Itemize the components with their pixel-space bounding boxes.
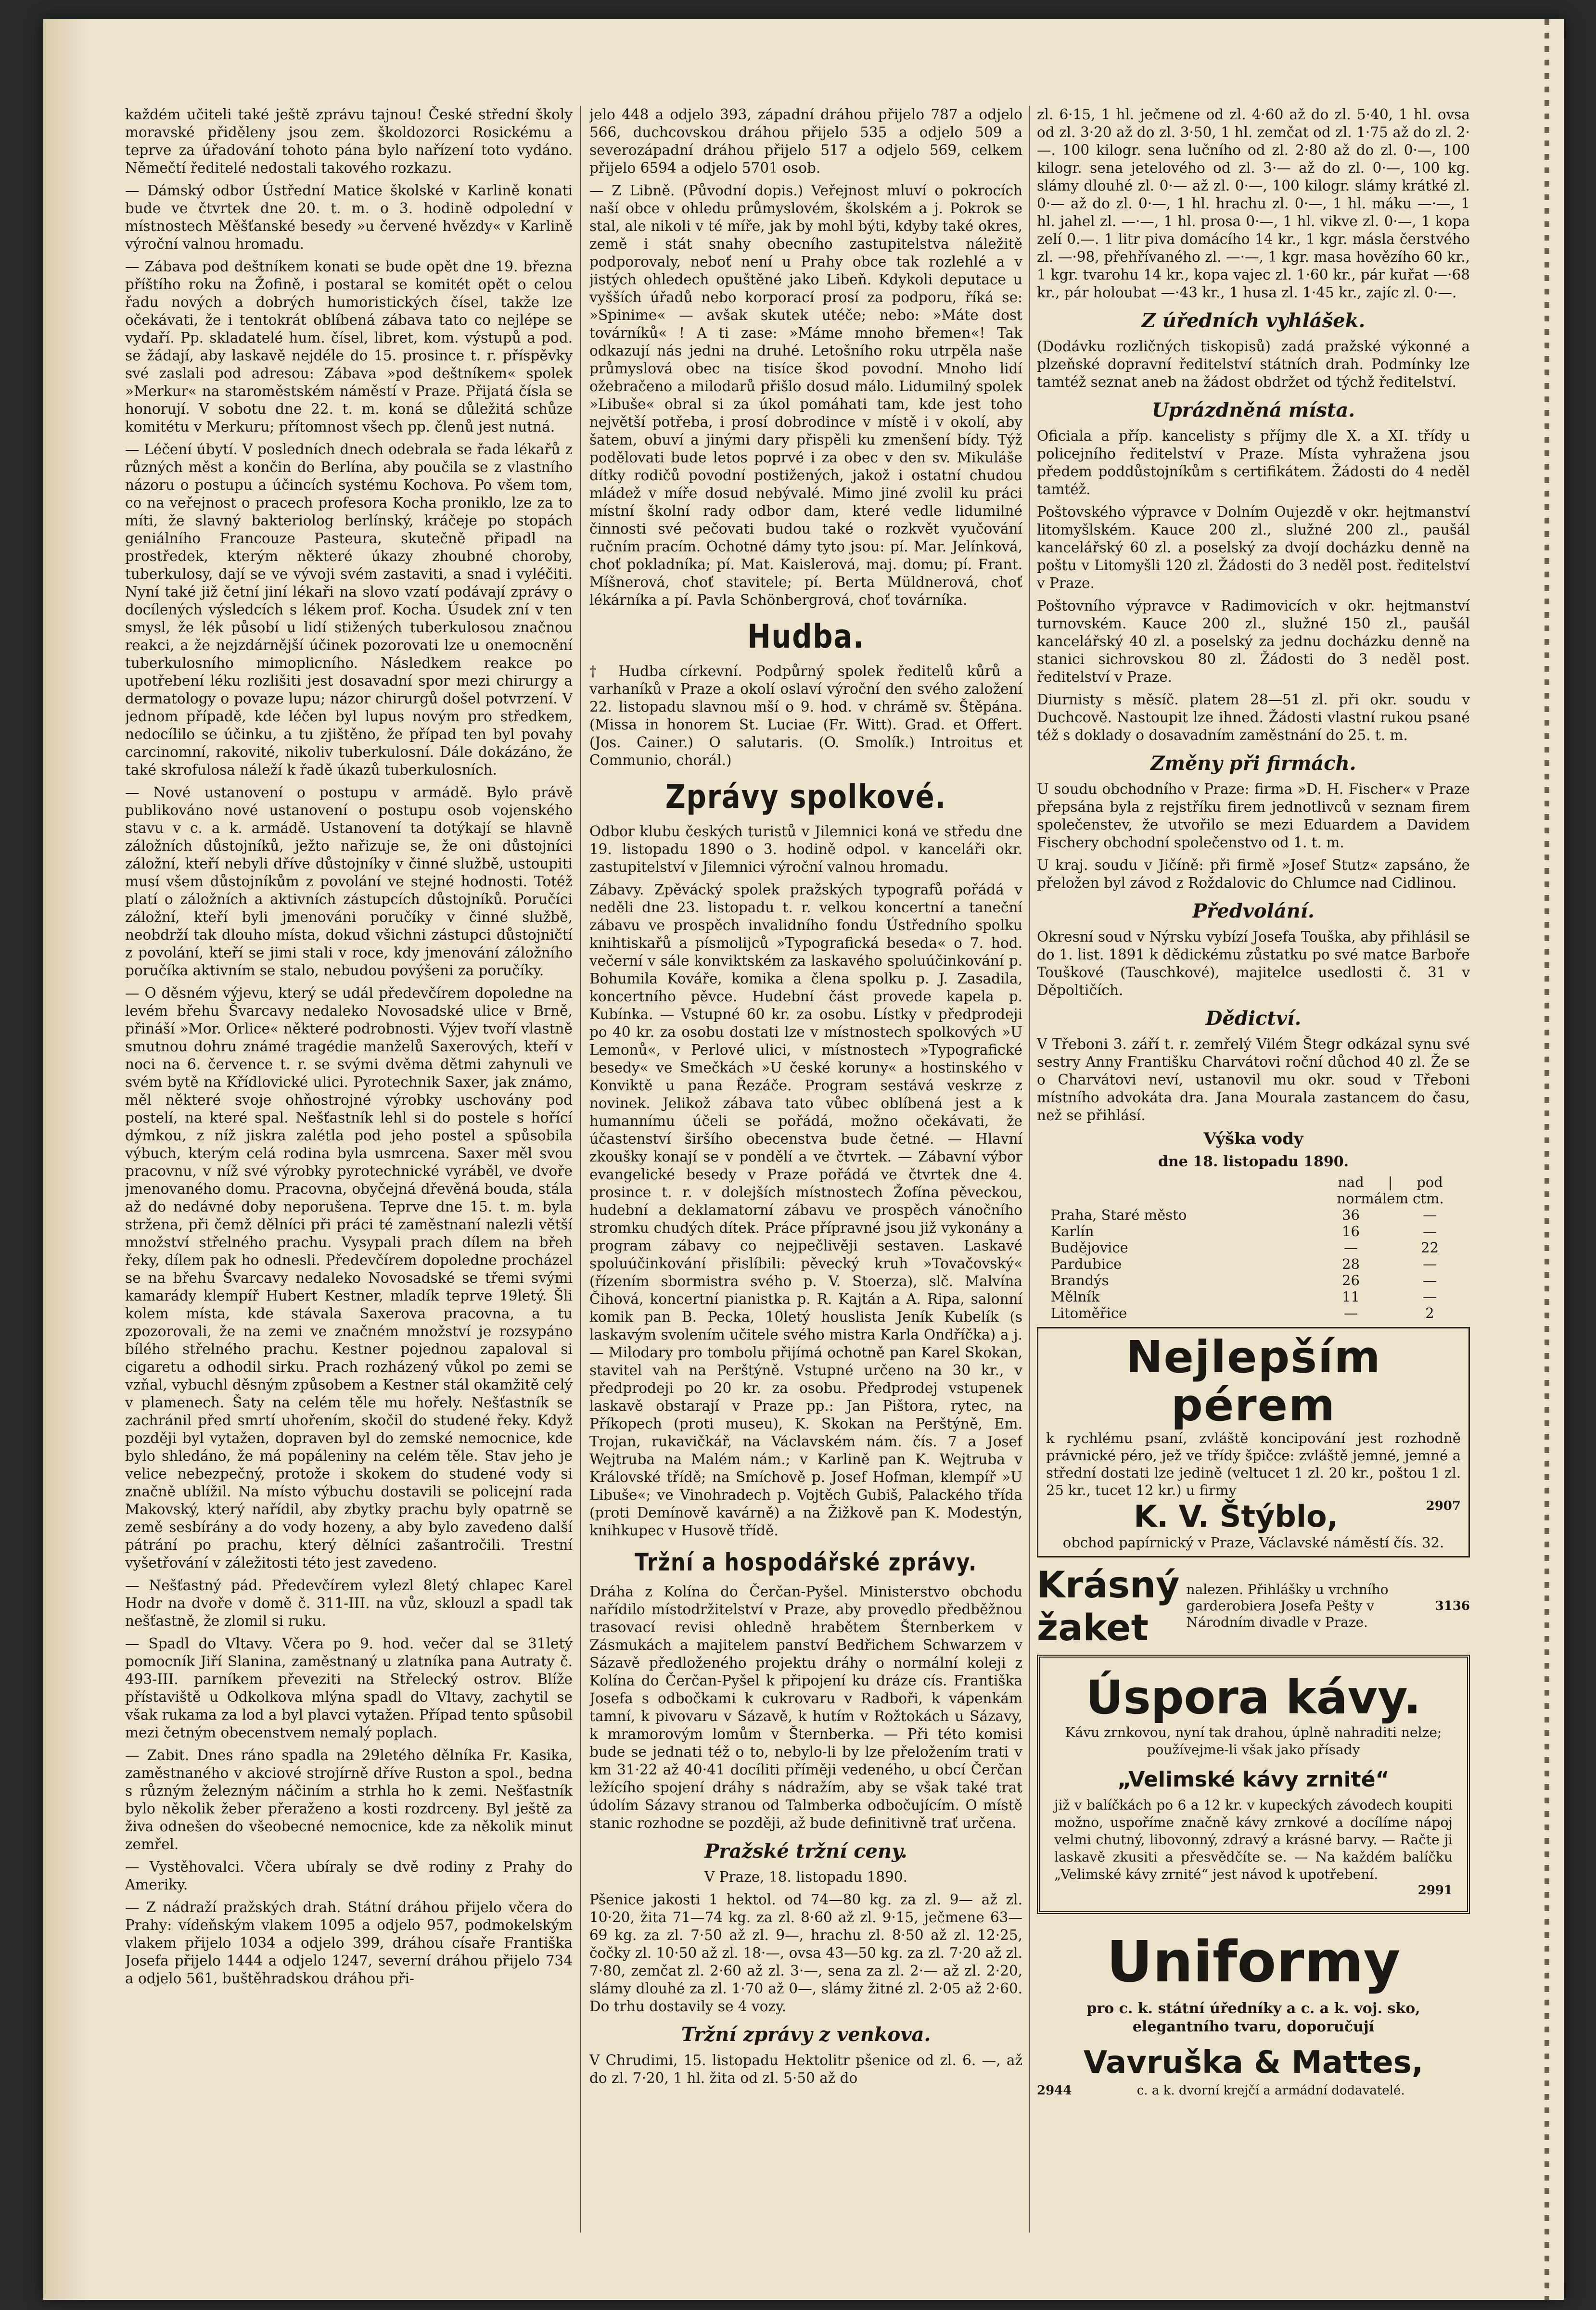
- table-row: [1048, 1223, 1459, 1239]
- article-paragraph: jelo 448 a odjelo 393, západní dráhou přijelo 787 a odjelo 566, duchcovskou dráhou přijelo 535 a odjelo 509 a severozápadní dráhou přijelo 517 a odjelo 569, celkem přijelo 6594 a odjelo 5701 osob.: [589, 106, 1022, 176]
- section-heading-summons: Předvolání.: [1192, 900, 1315, 922]
- ad-number: 2991: [1417, 1883, 1453, 1898]
- article-paragraph: Odbor klubu českých turistů v Jilemnici koná ve středu dne 19. listopadu 1890 o 3. hodině odpol. v kanceláři okr. zastupitelství v Jilemnici výroční valnou hromadu.: [589, 823, 1022, 875]
- table-cell: 22: [1421, 1239, 1439, 1256]
- table-header-cell: |: [1388, 1174, 1393, 1190]
- ad-intro: Kávu zrnkovou, nyní tak drahou, úplně nahraditi nelze; používejme-li však jako přísady: [1065, 1724, 1442, 1758]
- column-2: [589, 106, 1022, 2233]
- table-cell: —: [1423, 1256, 1437, 1272]
- article-paragraph: — Z nádraží pražských drah. Státní dráhou přijelo včera do Prahy: vídeňským vlakem 1095 a odjelo 957, podmokelským vlakem přijelo 1034 a odjelo 399, dráhou císaře Františka Josefa přijelo 1444 a odjelo 1247, severní dráhou přijelo 734 a odjelo 561, buštěhradskou dráhou při-: [125, 1899, 573, 1987]
- article-paragraph: Diurnisty s měsíč. platem 28—51 zl. při okr. soudu v Duchcově. Nastoupit lze ihned. Žádosti vlastní rukou psané též s doklady o dosavadním zaměstnání do 25. t. m.: [1037, 691, 1470, 743]
- ad-company-name: K. V. Štýblo,: [1134, 1499, 1339, 1534]
- ad-title: Uniformy: [1106, 1928, 1401, 1995]
- ad-number: 2944: [1037, 2083, 1072, 2098]
- article-paragraph: každém učiteli také ještě zprávu tajnou! České střední školy moravské přiděleny jsou zem. školdozorci Rosickému a teprve za úřadování tohoto pána bylo nařízení toto vydáno. Němečtí ředitelé nedostali takového rozkazu.: [125, 106, 573, 176]
- ad-number: 2907: [1426, 1499, 1461, 1513]
- article-paragraph: Poštovního výpravce v Radimovicích v okr. hejtmanství turnovském. Kauce 200 zl., služné 150 zl., paušál kancelářský 40 zl. a poselský za jednu docházku denně na stanici sichrovskou 80 zl. Žádosti do 3 neděl post. ředitelství v Praze.: [1037, 598, 1470, 685]
- ad-body: nalezen. Přihlášky u vrchního garderobiera Josefa Pešty v Národním divadle v Praze.: [1186, 1582, 1389, 1630]
- article-paragraph: U kraj. soudu v Jičíně: při firmě »Josef Stutz« zapsáno, že přeložen byl závod z Roždalovic do Chlumce nad Cidlinou.: [1037, 857, 1470, 891]
- table-cell: Praha, Staré město: [1050, 1207, 1187, 1223]
- article-paragraph: Zábavy. Zpěvácký spolek pražských typografů pořádá v neděli dne 23. listopadu t. r. velkou koncertní a taneční zábavu ve prospěch invalidního fondu Ústředního spolku knihtiskařů a písmolijců »Typografická beseda« o 7. hod. večerní v sále konviktském za laskavého spoluúčinkování p. Bohumila Kováře, komika a člena spolku p. J. Zasadila, koncertního pěvce. Hudební část provede kapela p. Kubínka. — Vstupné 60 kr. za osobu. Lístky v předprodeji po 40 kr. za osobu dostati lze v místnostech spolkových »U Lemonů«, v Perlové ulici, v místnostech »Typografické besedy« ve Smečkách »U české koruny« a hostinského v Konviktě u pana Řezáče. Program sestává veskrze z novinek. Jelikož zábava tato vůbec oblíbená jest a k humannímu účeli se pořádá, možno očekávati, že účastenství širšího obecenstva bude četné. — Hlavní zkoušky konají se v pondělí a ve čtvrtek. — Zábavní výbor evangelické besedy v Praze pořádá ve čtvrtek dne 4. prosince t. r. v dolejších místnostech Žofína pěveckou, hudební a deklamatorní zábavu ve prospěch vánočního stromku chudých dítek. Práce přípravné jsou již vykonány a program zábavy co nejpečlivěji sestaven. Laskavé spoluúčinkování přislíbili: pěvecký kruh »Tovačovský« (řízením sbormistra svého p. V. Stoerza), slč. Malvína Čihová, koncertní pianistka p. R. Kajtán a A. Ripa, salonní komik pan B. Pecka, 10letý houslista Jeník Kubelík (s laskavým svolením učitele svého mistra Karla Ondříčka) a j. — Milodary pro tombolu přijímá ochotně pan Karel Skokan, stavitel vah na Perštýně. Vstupné určeno na 30 kr., v předprodeji po 20 kr. za osobu. Předprodej vstupenek laskavě obstarají v Praze pp.: Jan Pištora, rytec, na Příkopech (proti museu), K. Skokan na Perštýně, Em. Trojan, rukavičkář, na Václavském nám. čís. 7 a Josef Wejtruba na Malém nám.; v Karlině pan K. Wejtruba v Královské třídě; na Smíchově p. Josef Hofman, klempíř »U Libuše«; ve Vinohradech p. Vojtěch Gubiš, Palackého třída (proti Demínově kavárně) a na Žižkově pan K. Modestýn, knihkupec v Husově třídě.: [589, 881, 1022, 1539]
- table-header-row: [1048, 1190, 1459, 1207]
- article-paragraph: — O děsném výjevu, který se udál předevčírem dopoledne na levém břehu Švarcavy nedaleko Novosadské ulice v Brně, přináší »Mor. Orlice« některé podrobnosti. Výjev tvoří vlastně smutnou dohru známé tragédie manželů Saxerových, kteří v noci na 6. července t. r. se svými dvěma dětmi zahynuli ve svém bytě na Křídlovické ulici. Pyrotechnik Saxer, jak známo, měl některé svoje ohňostrojné výrobky uschovány pod postelí, na které spal. Nešťastník lehl si do postele s hořící dýmkou, z níž jiskra zalétla pod jeho postel a spůsobila výbuch, kterým celá rodina byla usmrcena. Saxer měl svou pracovnu, v níž své výrobky pyrotechnické vyráběl, ve dvoře jmenovaného domu. Pracovna, obyčejná dřevěná bouda, stála až do nedávné doby neporušena. Teprve dne 15. t. m. byla stržena, při čemž dělníci při práci té zaměstnaní nalezli větší množství střelného prachu. Vysypali prach dílem na břeh řeky, dílem pak ho odnesli. Předevčírem dopoledne procházel se na břehu Švarcavy nedaleko Novosadské se třemi svými kamarády klempíř Hubert Kestner, mladík teprve 19letý. Šli kolem místa, kde stávala Saxerova pracovna, a tu zpozorovali, že na zemi ve značném množství je rozsypáno bílého střelného prachu. Kestner pojednou zapaloval si cigaretu a odhodil sirku. Prach rozházený vůkol po zemi se vzňal, vybuchl děsným způsobem a Kestner stál okamžitě celý v plamenech. Šaty na celém těle mu hořely. Nešťastník se zachránil před smrtí uhořením, skočil do studené řeky. Když později byl vytažen, dopraven byl do zemské nemocnice, kde bylo shledáno, že má popáleniny na celém těle. Stav jeho je velice nebezpečný, protože i skokem do studené vody si značně ublížil. Na místo výbuchu dostavili se policejní rada Makovský, který nařídil, aby zbytky prachu byly opatrně se země sesbírány a do vody hozeny, a aby bylo zavedeno další pátrání po prachu, který dělníci zašantročili. Trestní vyšetřování v záležitosti této jest zavedeno.: [125, 985, 573, 1571]
- table-row: [1048, 1305, 1459, 1321]
- ad-subtitle: pro c. k. státní úředníky a c. a k. voj. sko, elegantního tvaru, doporučují: [1086, 2000, 1420, 2035]
- water-level-title: Výška vody: [1203, 1129, 1303, 1149]
- advertisement-coffee: [1037, 1655, 1470, 1914]
- section-heading-notices: Z úředních vyhlášek.: [1141, 309, 1366, 332]
- column-3: [1037, 106, 1470, 2233]
- table-cell: 2: [1425, 1305, 1434, 1321]
- table-cell: Karlín: [1050, 1223, 1094, 1239]
- table-header-cell: normálem ctm.: [1337, 1190, 1444, 1207]
- article-paragraph: zl. 6·15, 1 hl. ječmene od zl. 4·60 až do zl. 5·40, 1 hl. ovsa od zl. 3·20 až do zl. 3·50, 1 hl. zemčat od zl. 1·75 až do zl. 2·—. 100 kilogr. sena lučního od zl. 2·80 až do zl. 0·—, 100 kilogr. sena jetelového od zl. 3·— až do zl. 0·—, 100 kg. slámy dlouhé zl. 0·— až zl. 0·—, 100 kilogr. slámy krátké zl. 0·— až do zl. 0·—, 1 hl. hrachu zl. 0·—, 1 hl. máku —·—, 1 hl. jahel zl. —·—, 1 hl. prosa 0·—, 1 hl. vikve zl. 0·—, 1 kopa zelí 0.—. 1 litr piva domácího 14 kr., 1 kgr. másla čerstvého zl. —·98, přehřívaného zl. —·—, 1 kgr. masa hovězího 60 kr., 1 kgr. tvarohu 14 kr., kopa vajec zl. 1·60 kr., pár kuřat —·68 kr., pár holoubat —·43 kr., 1 husa zl. 1·45 kr., zajíc zl. 0·—.: [1037, 106, 1470, 301]
- section-heading-club-news: Zprávy spolkové.: [665, 778, 947, 816]
- section-heading-music: Hudba.: [747, 618, 865, 656]
- article-paragraph: — Zábava pod deštníkem konati se bude opět dne 19. března příštího roku na Žofině, i postaral se komitét opět o celou řadu nových a dobrých humoristických čísel, takže lze očekávati, že i tentokrát oblíbená zábava tato co nejlépe se vydaří. Pp. skladatelé hum. čísel, libret, kom. výstupů a pod. se žádají, aby laskavě nejdéle do 15. prosince t. r. příspěvky své zaslali pod adresou: Zábava »pod deštníkem« spolek »Merkur« na staroměstském náměstí v Praze. Přijatá čísla se honorují. V sobotu dne 22. t. m. koná se důležitá schůze komitétu v Merkuru; přítomnost všech pp. členů jest nutná.: [125, 258, 573, 435]
- article-paragraph: Oficiala a příp. kancelisty s příjmy dle X. a XI. třídy u policejního ředitelství v Praze. Místa vyhražena jsou předem poddůstojníkům s certifikátem. Žádosti do 4 neděl tamtéž.: [1037, 428, 1470, 498]
- column-rule: [580, 106, 581, 2233]
- article-dateline: V Praze, 18. listopadu 1890.: [704, 1869, 908, 1885]
- ad-company-name: Vavruška & Mattes,: [1083, 2045, 1424, 2080]
- section-heading-firms: Změny při firmách.: [1150, 752, 1356, 775]
- advertisement-uniforms: [1037, 1928, 1470, 2098]
- table-row: [1048, 1239, 1459, 1256]
- ad-title: Krásný žaket: [1037, 1563, 1180, 1649]
- table-cell: Mělník: [1050, 1289, 1100, 1305]
- table-cell: Pardubice: [1050, 1256, 1122, 1272]
- article-paragraph: Okresní soud v Nýrsku vybízí Josefa Touška, aby přihlásil se do 1. list. 1891 k dědickému zůstatku po své matce Barboře Touškové (Tauschkové), majitelce usedlosti č. 31 v Děpoltičích.: [1037, 929, 1470, 998]
- water-level-table: [1048, 1174, 1459, 1321]
- table-cell: 11: [1342, 1289, 1360, 1305]
- section-heading-prices: Pražské tržní ceny.: [704, 1840, 907, 1863]
- section-heading-country-market: Tržní zprávy z venkova.: [681, 2023, 931, 2046]
- table-cell: —: [1344, 1239, 1358, 1256]
- table-row: [1048, 1207, 1459, 1223]
- article-paragraph: — Z Libně. (Původní dopis.) Veřejnost mluví o pokrocích naší obce v ohledu průmyslovém, školském a j. Pokrok se stal, ale nikoli v té míře, jak by mohl býti, kdyby také okres, země i stát snahy obecního zastupitelstva náležitě podporovaly, neboť není u Prahy obce tak rozlehlé a v jistých ohledech opuštěné jako Libeň. Kdykoli deputace u vyšších úřadů nebo korporací prosí za podporu, říká se: »Spinime« — avšak skutek utéče; nebo: »Máte dost továrníků« ! A ti zase: »Máme mnoho břemen«! Tak odkazují nás jedni na druhé. Letošního roku utrpěla naše průmyslová obec na tisíce škod povodní. Mnoho lidí ožebračeno a milodarů přišlo dosud málo. Lidumilný spolek »Libuše« obral si za úkol pomáhati tam, kde jest toho největší potřeba, i prosí dobrodince v místě i v okolí, aby šatem, obuví a jinými dary přispěli ku zmenšení bídy. Týž podělovati bude letos poprvé i za obec v den sv. Mikuláše dítky rodičů povodní postižených, jakož i ostatní chudou mládež v míře dosud nebývalé. Mimo jiné zvolil ku práci místní školní rady odbor dam, které vedle lidumilné činnosti své pečovati budou také o rozkvět vyučování ručním pracím. Ochotné dámy tyto jsou: pí. Mar. Jelínková, choť pokladníka; pí. Mat. Kaislerová, maj. domu; pí. Frant. Míšnerová, choť stavitele; pí. Berta Müldnerová, choť lékárníka a pí. Pavla Schönbergrová, choť továrníka.: [589, 182, 1022, 608]
- column-1: [125, 106, 573, 2233]
- table-cell: 28: [1342, 1256, 1360, 1272]
- section-heading-vacancies: Uprázdněná místa.: [1151, 399, 1355, 421]
- advertisement-pens: [1037, 1327, 1470, 1557]
- article-paragraph: (Dodávku rozličných tiskopisů) zadá pražské výkonné a plzeňské dopravní ředitelství státních drah. Podmínky lze tamtéž seznat aneb na žádost obdržet od týchž ředitelství.: [1037, 338, 1470, 390]
- article-paragraph: — Nové ustanovení o postupu v armádě. Bylo právě publikováno nové ustanovení o postupu osob vojenského stavu v c. a k. armádě. Ustanovení ta dotýkají se hlavně záložních důstojníků, ježto nařizuje se, že oni důstojníci záložní, kteří nebyli dříve důstojníky v činné službě, ustoupiti musí všem důstojníkům z povolání ve stejné hodnosti. Totéž platí o záložních a aktivních zástupcích důstojníků. Poručíci záložní, kteří byli jmenováni poručíky v činné službě, neobdrží tak dlouho místa, dokud všichni zástupci důstojničtí z povolání, kteří se jimi stali v roce, kdy jmenování záložního poručíka aktivním se stalo, nebudou povýšeni za poručíky.: [125, 784, 573, 979]
- page-edge: [1545, 19, 1549, 2300]
- table-cell: 36: [1342, 1207, 1360, 1223]
- article-paragraph: V Chrudimi, 15. listopadu Hektolitr pšenice od zl. 6. —, až do zl. 7·20, 1 hl. žita od zl. 5·50 až do: [589, 2052, 1022, 2086]
- table-cell: —: [1423, 1223, 1437, 1239]
- article-paragraph: Poštovského výpravce v Dolním Oujezdě v okr. hejtmanství litomyšlském. Kauce 200 zl., služné 200 zl., paušál kancelářský 60 zl. a poselský za dvojí docházku denně na poštu v Litomyšli 120 zl. Žádosti do 3 neděl post. ředitelství v Praze.: [1037, 504, 1470, 591]
- table-header-cell: nad: [1338, 1174, 1364, 1190]
- table-row: [1048, 1289, 1459, 1305]
- article-paragraph: — Nešťastný pád. Předevčírem vylezl 8letý chlapec Karel Hodr na dvoře v domě č. 311-III. na vůz, sklouzl a spadl tak nešťastně, že zlomil si ruku.: [125, 1577, 573, 1629]
- article-paragraph: — Dámský odbor Ústřední Matice školské v Karlině konati bude ve čtvrtek dne 20. t. m. o 3. hodině odpolední v místnostech Měšťanské besedy »u červené hvězdy« v Karlině výroční valnou hromadu.: [125, 182, 573, 252]
- article-paragraph: Dráha z Kolína do Čerčan-Pyšel. Ministerstvo obchodu nařídilo místodržitelství v Praze, aby provedlo předběžnou trasovací revisi ohledně hrabětem Šternberkem v Zásmukách a majitelem panství Bedřichem Schwarzem v Sázavě předloženého projektu dráhy o normální koleji z Kolína do Čerčan-Pyšel k připojení ku dráze cís. Františka Josefa s odbočkami k cukrovaru v Radboři, k vápenkám tamní, k pivovaru v Sázavě, k hutím v Rožtokách u Sázavy, k mramorovým lomům v Šternberka. — Při této komisi bude se jednati též o to, nebylo-li by lze přeložením trati v km 31·22 až 40·41 docíliti příměji vedeného, u obcí Čerčan ležícího spojení dráhy s nádražím, aby se však také trat údolím Sázavy stranou od Talmberka odbočujícím. O místě stanic rozhodne se později, až bude definitivně trať určena.: [589, 1583, 1022, 1831]
- ad-footer: c. a k. dvorní krejčí a armádní dodavatelé.: [1136, 2083, 1405, 2098]
- section-heading-market: Tržní a hospodářské zprávy.: [635, 1548, 977, 1576]
- article-paragraph: † Hudba církevní. Podpůrný spolek ředitelů kůrů a varhaníků v Praze a okolí oslaví výroční den svého založení 22. listopadu slavnou mší o 9. hod. v chrámě sv. Štěpána. (Missa in honorem St. Luciae (Fr. Witt). Grad. et Offert. (Jos. Cainer.) O salutaris. (O. Smolík.) Introitus et Communio, chorál.): [589, 663, 1022, 768]
- table-header-cell: pod: [1417, 1174, 1443, 1190]
- ad-body: k rychlému psaní, zvláště koncipování jest rozhodně právnické péro, jež ve třídy špičce: zvláště jemné, jemné a střední dostati lze jedině (veltucet 1 zl. 20 kr., poštou 1 zl. 25 kr., tucet 12 kr.) u firmy: [1046, 1430, 1461, 1498]
- article-paragraph: Pšenice jakosti 1 hektol. od 74—80 kg. za zl. 9— až zl. 10·20, žita 71—74 kg. za zl. 8·60 až zl. 9·15, ječmene 63—69 kg. za zl. 7·50 až zl. 9—, hrachu zl. 8·50 až zl. 12·25, čočky zl. 10·50 až zl. 18·—, ovsa 43—50 kg. za zl. 7·20 až zl. 7·80, zemčat zl. 2·60 až zl. 3·—, sena za zl. 2·— až zl. 2·20, slámy dlouhé za zl. 1·70 až 0—, slámy žitné zl. 2·05 až 2·60. Do trhu dostavily se 4 vozy.: [589, 1891, 1022, 2015]
- table-cell: —: [1423, 1272, 1437, 1289]
- page-gutter: [43, 19, 91, 2300]
- advertisement-jacket: [1037, 1563, 1470, 1649]
- table-row: [1048, 1256, 1459, 1272]
- ad-number: 3136: [1435, 1599, 1470, 1613]
- ad-body: již v balíčkách po 6 a 12 kr. v kupeckých závodech koupiti možno, uspoříme značně kávy zrnkové a docílíme nápoj velmi chutný, libovonný, zdravý a krásné barvy. — Račte ji laskavě zkusiti a přesvědčíte se. — Na každém balíčku „Velimské kávy zrnité“ jest návod k upotřebení.: [1054, 1797, 1453, 1882]
- article-paragraph: — Zabit. Dnes ráno spadla na 29letého dělníka Fr. Kasika, zaměstnaného v akciové strojírně dříve Ruston a spol., bedna s různým železným náčiním a strhla ho k zemi. Nešťastník bylo několik žeber přeraženo a kosti rozdrceny. Byl ještě za živa odnešen do všeobecné nemocnice, kde za několik minut zemřel.: [125, 1747, 573, 1852]
- newspaper-page: [43, 19, 1564, 2300]
- table-cell: —: [1423, 1207, 1437, 1223]
- table-cell: 26: [1342, 1272, 1360, 1289]
- section-heading-inheritance: Dědictví.: [1205, 1007, 1302, 1030]
- table-cell: Brandýs: [1050, 1272, 1109, 1289]
- ad-title: Úspora kávy.: [1085, 1671, 1421, 1724]
- table-cell: Budějovice: [1050, 1239, 1128, 1256]
- article-paragraph: U soudu obchodního v Praze: firma »D. H. Fischer« v Praze přepsána byla z rejstříku firem jednotlivců v seznam firem společenstev, že utvořilo se mezi Eduardem a Davidem Fischery obchodní společenstvo od 1. t. m.: [1037, 781, 1470, 851]
- table-cell: Litoměřice: [1050, 1305, 1127, 1321]
- column-rule: [1029, 106, 1030, 2233]
- ad-product-name: „Velimské kávy zrnité“: [1117, 1767, 1390, 1792]
- article-paragraph: — Léčení úbytí. V posledních dnech odebrala se řada lékařů z různých měst a končin do Berlína, aby poučila se z vlastního názoru o postupu a účincích systému Kochova. Po všem tom, co na veřejnost o pracech profesora Kocha proniklo, lze za to míti, že slavný bakteriolog berlínský, kráčeje po stopách geniálního Francouze Pasteura, skutečně připadl na prostředek, kterým některé úkazy zhoubné choroby, tuberkulosy, dají se ve vývoji svém zastaviti, a snad i vyléčiti. Nyní také již četní jiní lékaři na slovo vzatí podávají zprávy o docílených výsledcích s lékem prof. Kocha. Úsudek zní v ten smysl, že lék působí u lidí stižených tuberkulosou značnou reakci, a že nejzdárnější účinek pozorovati lze u onemocnění tuberkulosního mimoplicního. Následkem reakce po upotřebení léku rozlišiti jest dosavadní spor mezi chirurgy a dermatology o povaze lupu; názor chirurgů došel potvrzení. V jednom případě, kde léčen byl lupus novým pro středkem, nedocílilo se účinku, a tu zjištěno, že případ ten byl povahy carcinomní, rakovité, nikoliv tuberkulosní. Dále dokázáno, že také skrofulosa náleží k řadě úkazů tuberkulosních.: [125, 441, 573, 778]
- table-cell: —: [1344, 1305, 1358, 1321]
- ad-address: obchod papírnický v Praze, Václavské náměstí čís. 32.: [1062, 1534, 1444, 1551]
- article-paragraph: — Spadl do Vltavy. Včera po 9. hod. večer dal se 31letý pomocník Jiří Slanina, zaměstnaný u zlatníka pana Autraty č. 493-III. parníkem převeziti na Střelecký ostrov. Blíže přístaviště u Odkolkova mlýna spadl do Vltavy, zachytil se však rukama za lod a byl plavci vytažen. Případ tento spůsobil mezi četným obecenstvem nemalý poplach.: [125, 1635, 573, 1741]
- table-cell: —: [1423, 1289, 1437, 1305]
- article-paragraph: V Třeboni 3. září t. r. zemřelý Vilém Štegr odkázal synu své sestry Anny Františku Charvátovi roční důchod 40 zl. Že se o Charvátovi neví, ustanovil mu okr. soud v Třeboni místního advokáta dra. Jana Mourala zastancem do času, než se přihlásí.: [1037, 1036, 1470, 1123]
- table-row: [1048, 1272, 1459, 1289]
- ad-title: Nejlepším pérem: [1125, 1331, 1381, 1431]
- table-header-row: [1048, 1174, 1459, 1190]
- table-cell: 16: [1342, 1223, 1360, 1239]
- water-level-date: dne 18. listopadu 1890.: [1158, 1153, 1349, 1170]
- article-paragraph: — Vystěhovalci. Včera ubíraly se dvě rodiny z Prahy do Ameriky.: [125, 1859, 573, 1893]
